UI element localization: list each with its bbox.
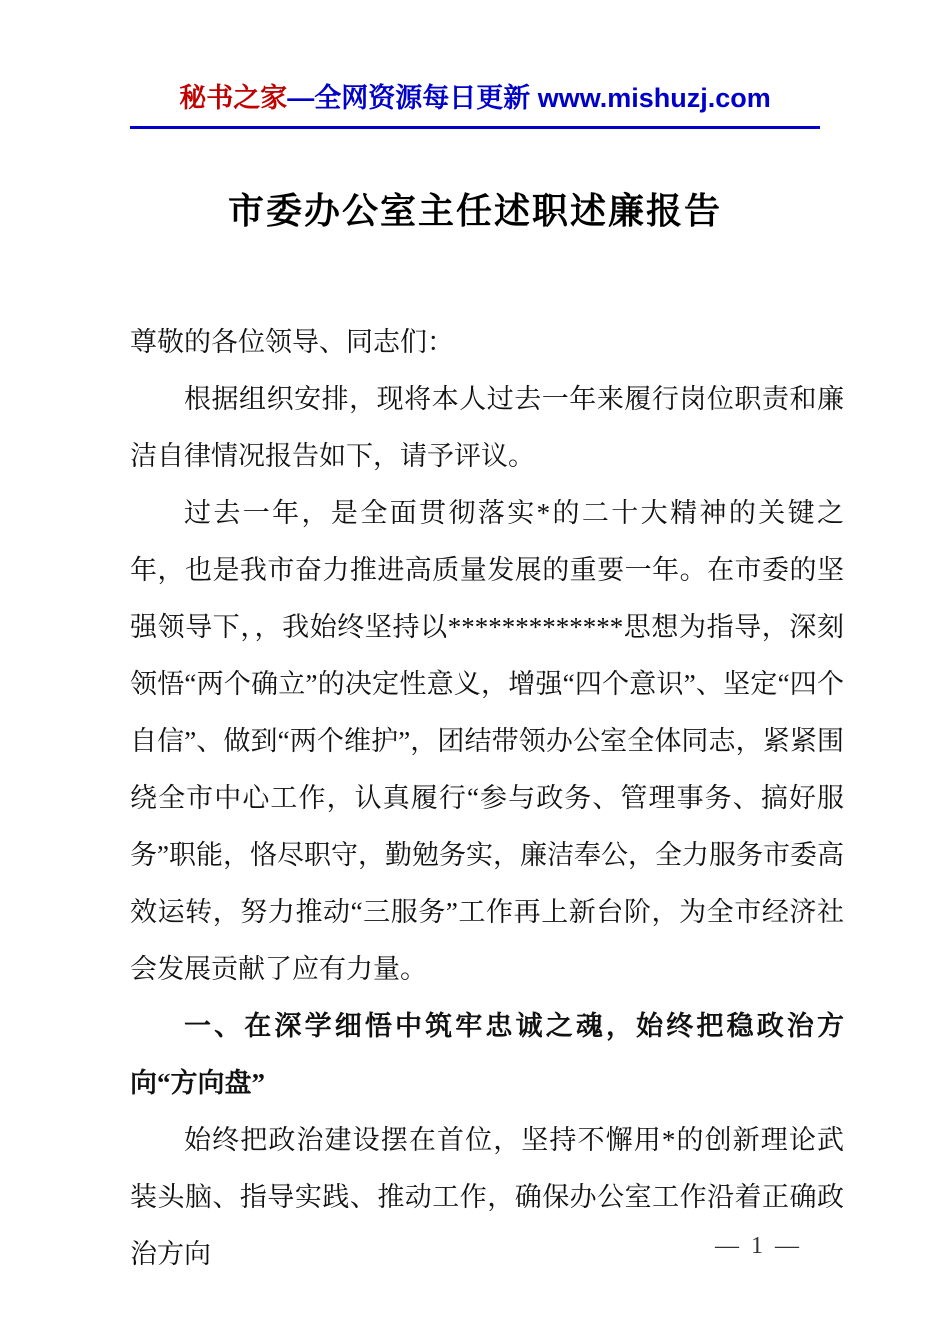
document-body [130,314,844,1283]
section-heading: 一、在深学细悟中筑牢忠诚之魂，始终把稳政治方向“方向盘” [130,1011,844,1099]
document-title: 市委办公室主任述职述廉报告 [227,190,722,232]
header-divider [130,126,820,129]
page-number: — 1 — [715,1233,802,1259]
site-tagline: —全网资源每日更新 [287,83,538,113]
site-header [0,0,950,114]
paragraph: 根据组织安排，现将本人过去一年来履行岗位职责和廉洁自律情况报告如下，请予评议。 [130,384,844,472]
site-brand: 秘书之家 [179,83,288,113]
page-footer [715,1233,802,1260]
site-url-link[interactable]: www.mishuzj.com [537,83,771,113]
paragraph: 尊敬的各位领导、同志们： [130,327,454,358]
paragraph: 始终把政治建设摆在首位，坚持不懈用*的创新理论武装头脑、指导实践、推动工作，确保办公室工作沿着正确政治方向 [130,1125,844,1270]
paragraph: 过去一年，是全面贯彻落实*的二十大精神的关键之年，也是我市奋力推进高质量发展的重要一年。在市委的坚强领导下，，我始终坚持以*************思想为指导，深刻领悟“两个确立”的决定性意义，增强“四个意识”、坚定“四个自信”、做到“两个维护”，团结带领办公室全体同志，紧紧围绕全市中心工作，认真履行“参与政务、管理事务、搞好服务”职能，恪尽职守，勤勉务实，廉洁奉公，全力服务市委高效运转，努力推动“三服务”工作再上新台阶，为全市经济社会发展贡献了应有力量。 [130,498,844,985]
